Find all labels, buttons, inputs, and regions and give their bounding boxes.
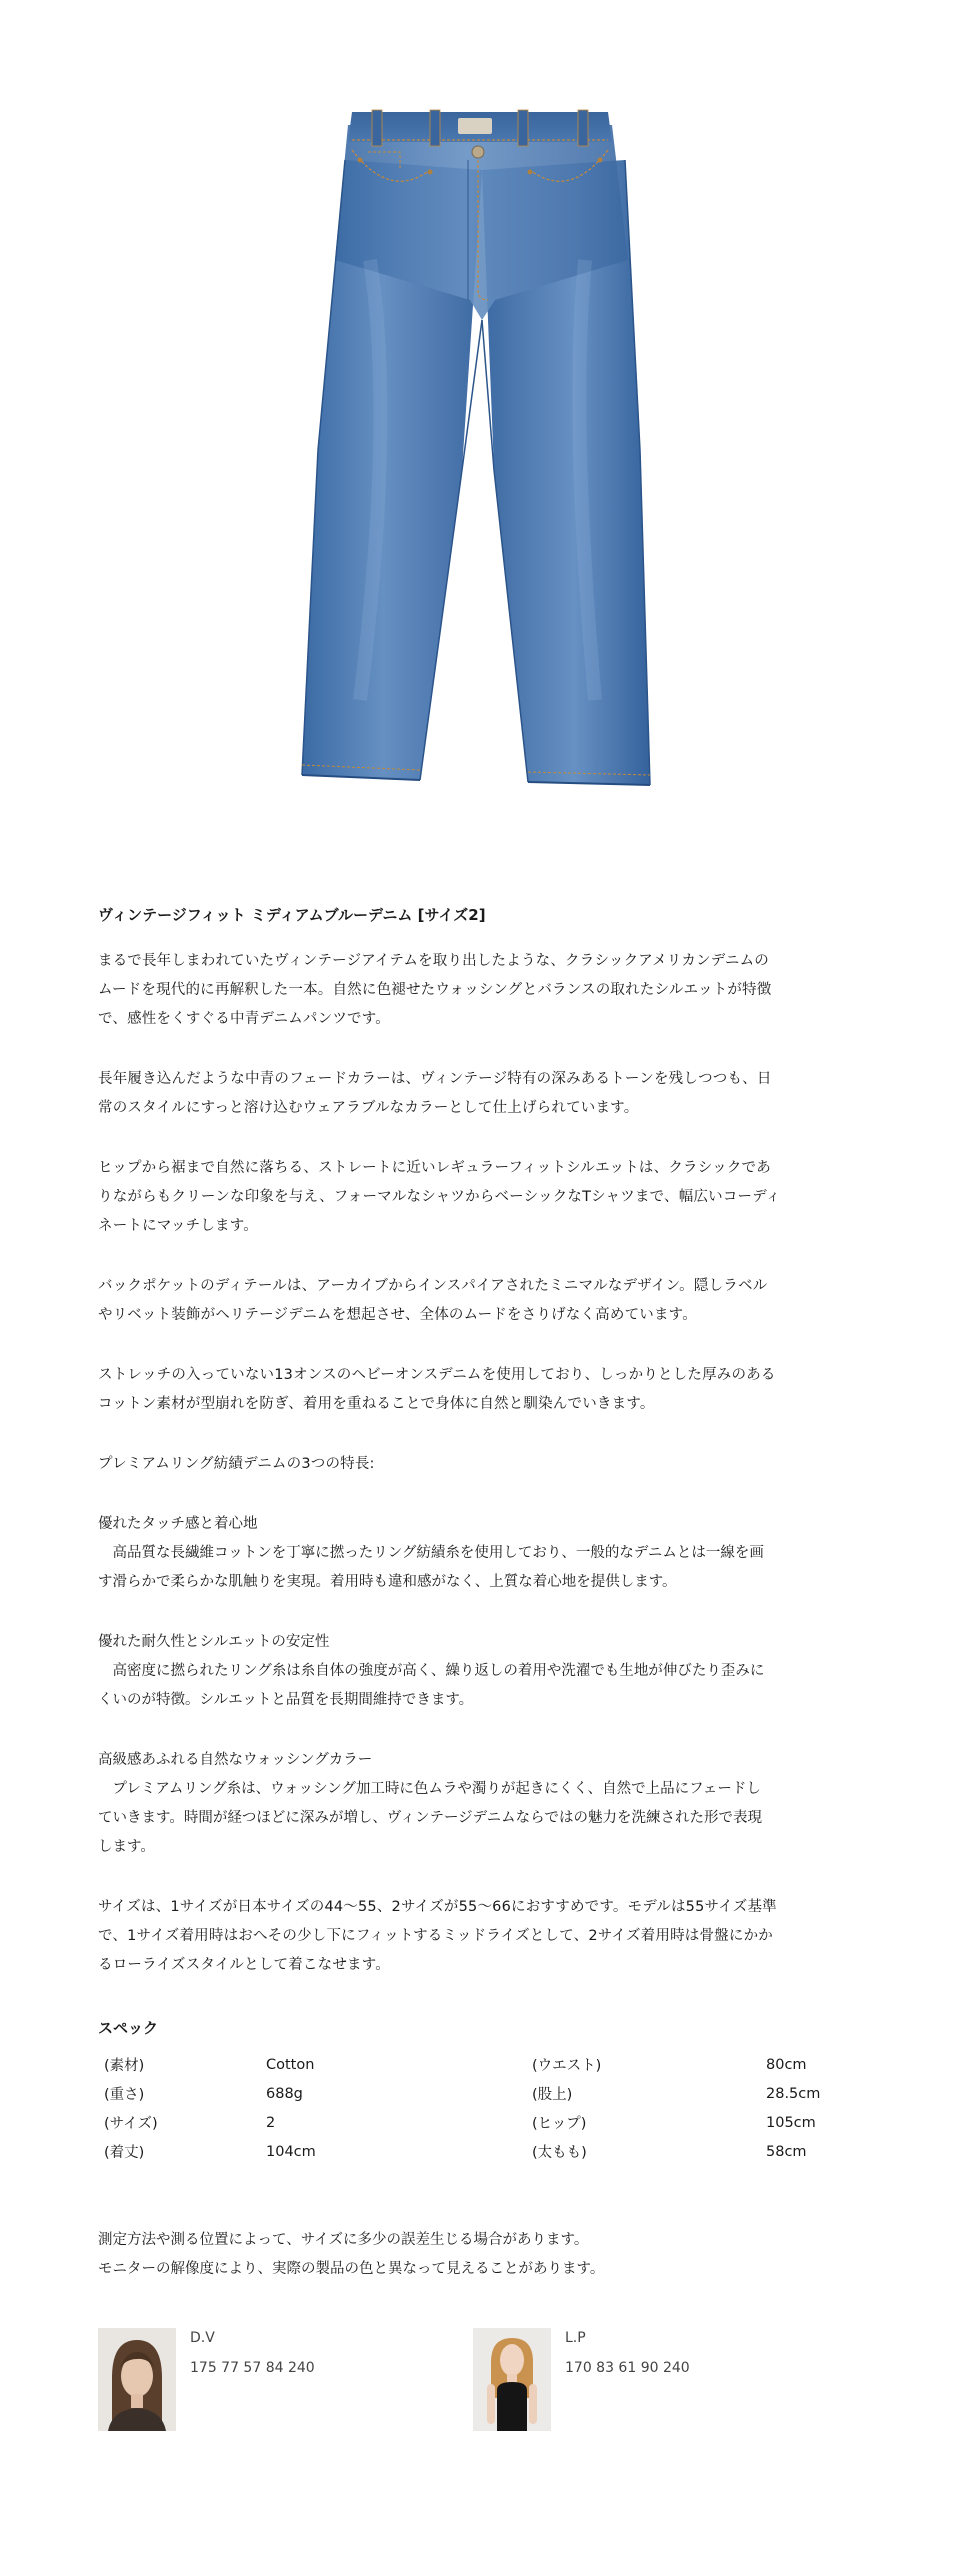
spec-label: (着丈) — [104, 2145, 145, 2161]
text-line: プレミアムリング紡績デニムの3つの特長: — [98, 1456, 375, 1472]
text-line: 高品質な長繊維コットンを丁寧に撚ったリング紡績糸を使用しており、一般的なデニムとは一線を画 — [112, 1545, 764, 1561]
spec-value: 28.5cm — [766, 2085, 821, 2102]
spec-value: 104cm — [266, 2143, 316, 2160]
text-line: ムードを現代的に再解釈した一本。自然に色褪せたウォッシングとバランスの取れたシルエットが特徴 — [98, 982, 772, 998]
text-line: るローライズスタイルとして着こなせます。 — [98, 1957, 390, 1973]
spec-label: (ウエスト) — [532, 2058, 602, 2074]
feature-2 — [98, 1628, 868, 1715]
text-line: まるで長年しまわれていたヴィンテージアイテムを取り出したような、クラシックアメリカンデニムの — [98, 953, 769, 969]
text-line: 測定方法や測る位置によって、サイズに多少の誤差生じる場合があります。 — [98, 2232, 589, 2248]
feature-1 — [98, 1510, 868, 1597]
model-photo — [98, 2328, 176, 2431]
description-paragraph-2 — [98, 1065, 868, 1123]
product-title: ヴィンテージフィット ミディアムブルーデニム [サイズ2] — [98, 906, 486, 924]
spec-table — [98, 2050, 868, 2166]
description-paragraph-1 — [98, 947, 868, 1034]
product-description — [98, 905, 868, 2438]
table-row — [98, 2050, 868, 2079]
text-line: す滑らかで柔らかな肌触りを実現。着用時も違和感がなく、上質な着心地を提供します。 — [98, 1574, 677, 1590]
text-line: で、感性をくすぐる中青デニムパンツです。 — [98, 1011, 390, 1027]
size-note — [98, 1893, 868, 1980]
model-name: D.V — [190, 2330, 215, 2346]
text-line: 常のスタイルにすっと溶け込むウェアラブルなカラーとして仕上げられています。 — [98, 1100, 639, 1116]
feature-3 — [98, 1746, 868, 1862]
text-line: ていきます。時間が経つほどに深みが増し、ヴィンテージデニムならではの魅力を洗練された形で表現 — [98, 1810, 762, 1826]
product-image — [0, 0, 961, 860]
jeans-illustration — [0, 0, 961, 860]
text-line: バックポケットのディテールは、アーカイブからインスパイアされたミニマルなデザイン。隠しラベル — [98, 1278, 768, 1294]
text-line: で、1サイズ着用時はおへその少し下にフィットするミッドライズとして、2サイズ着用時は骨盤にかか — [98, 1928, 773, 1944]
text-line: やリベット装飾がヘリテージデニムを想起させ、全体のムードをさりげなく高めています。 — [98, 1307, 697, 1323]
features-intro — [98, 1450, 868, 1479]
text-line: プレミアムリング糸は、ウォッシング加工時に色ムラや濁りが起きにくく、自然で上品にフェードし — [112, 1781, 761, 1797]
table-row — [98, 2137, 868, 2166]
spec-value: Cotton — [266, 2056, 315, 2073]
model-portrait-icon — [98, 2328, 176, 2431]
spec-heading: スペック — [98, 2019, 159, 2037]
text-line: します。 — [98, 1839, 155, 1855]
spec-value: 2 — [266, 2114, 276, 2131]
model-info — [98, 2328, 868, 2438]
text-line: 長年履き込んだような中青のフェードカラーは、ヴィンテージ特有の深みあるトーンを残しつつも、日 — [98, 1071, 772, 1087]
table-row — [98, 2108, 868, 2137]
text-line: コットン素材が型崩れを防ぎ、着用を重ねることで身体に自然と馴染んでいきます。 — [98, 1396, 655, 1412]
table-row — [98, 2079, 868, 2108]
feature-body — [98, 1775, 868, 1862]
feature-title: 優れたタッチ感と着心地 — [98, 1516, 258, 1532]
spec-label: (サイズ) — [104, 2116, 158, 2132]
brand-patch — [458, 118, 492, 134]
text-line: モニターの解像度により、実際の製品の色と異なって見えることがあります。 — [98, 2261, 605, 2277]
description-paragraph-5 — [98, 1361, 868, 1419]
button — [472, 146, 484, 158]
spec-label: (股上) — [532, 2087, 573, 2103]
spec-label: (重さ) — [104, 2087, 145, 2103]
text-line: くいのが特徴。シルエットと品質を長期間維持できます。 — [98, 1692, 474, 1708]
spec-label: (太もも) — [532, 2145, 587, 2161]
disclaimer-notes — [98, 2226, 868, 2284]
description-paragraph-4 — [98, 1272, 868, 1330]
spec-value: 58cm — [766, 2143, 807, 2160]
spec-value: 105cm — [766, 2114, 816, 2131]
text-line: ストレッチの入っていない13オンスのヘビーオンスデニムを使用しており、しっかりとした厚みのある — [98, 1367, 776, 1383]
feature-body — [98, 1539, 868, 1597]
model-card — [98, 2328, 418, 2433]
model-name: L.P — [565, 2330, 586, 2346]
spec-label: (ヒップ) — [532, 2116, 587, 2132]
feature-title: 優れた耐久性とシルエットの安定性 — [98, 1634, 330, 1650]
text-line: りながらもクリーンな印象を与え、フォーマルなシャツからベーシックなTシャツまで、幅広いコーディ — [98, 1189, 781, 1205]
feature-body — [98, 1657, 868, 1715]
text-line: サイズは、1サイズが日本サイズの44〜55、2サイズが55〜66におすすめです。モデルは55サイズ基準 — [98, 1899, 777, 1915]
spec-value: 688g — [266, 2085, 303, 2102]
model-photo — [473, 2328, 551, 2431]
text-line: ヒップから裾まで自然に落ちる、ストレートに近いレギュラーフィットシルエットは、クラシックであ — [98, 1160, 771, 1176]
model-portrait-icon — [473, 2328, 551, 2431]
model-measurements: 175 77 57 84 240 — [190, 2360, 315, 2376]
text-line: 高密度に撚られたリング糸は糸自体の強度が高く、繰り返しの着用や洗濯でも生地が伸びたり歪みに — [112, 1663, 765, 1679]
description-paragraph-3 — [98, 1154, 868, 1241]
model-card — [473, 2328, 793, 2433]
model-measurements: 170 83 61 90 240 — [565, 2360, 690, 2376]
feature-title: 高級感あふれる自然なウォッシングカラー — [98, 1752, 373, 1768]
spec-value: 80cm — [766, 2056, 807, 2073]
spec-label: (素材) — [104, 2058, 145, 2074]
text-line: ネートにマッチします。 — [98, 1218, 258, 1234]
